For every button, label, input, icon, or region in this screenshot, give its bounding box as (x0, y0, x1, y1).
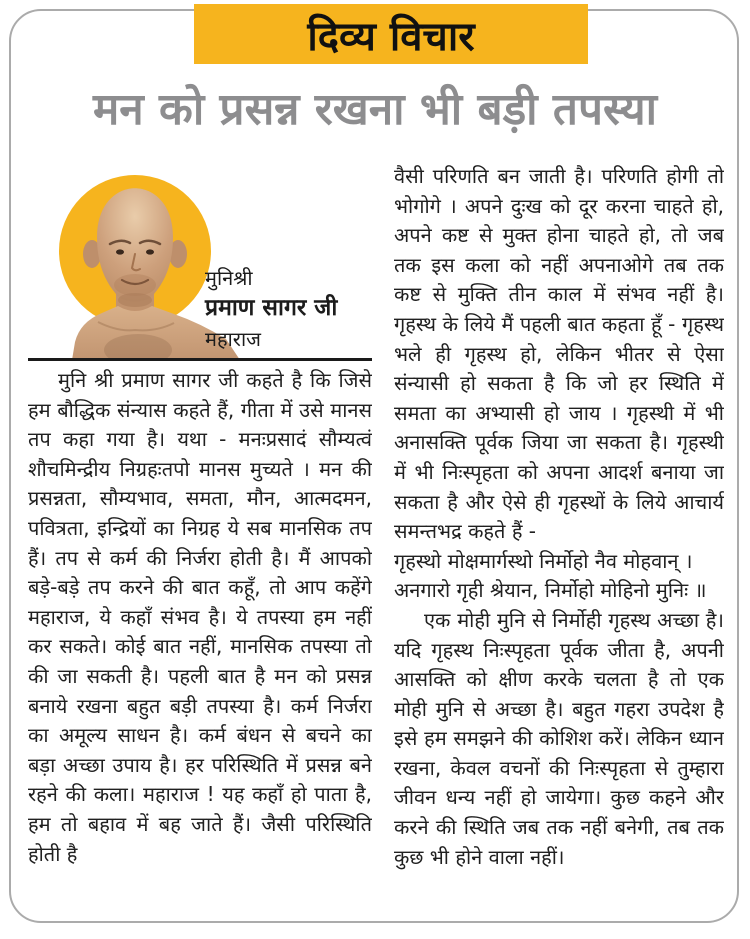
author-photo-block (28, 162, 372, 360)
author-prefix: मुनिश्री (205, 266, 253, 290)
section-banner-label: दिव्य विचार (307, 13, 475, 60)
article-headline: मन को प्रसन्न रखना भी बड़ी तपस्या (93, 84, 657, 135)
left-column-paragraph: मुनि श्री प्रमाण सागर जी कहते है कि जिसे हम बौद्धिक संन्यास कहते हैं, गीता में उसे मानस तप कहा गया है। यथा - मनःप्रसादं सौम्यत्वं शौचमिन्द्रीय निग्रहःतपो मानस मुच्यते । मन की प्रसन्नता, सौम्यभाव, समता, मौन, आत्मदमन, पवित्रता, इन्द्रियों का निग्रह ये सब मानसिक तप हैं। तप से कर्म की निर्जरा होती है। मैं आपको बड़े-बड़े तप करने की बात कहूँ, तो आप कहेंगे महाराज, ये कहाँ संभव है। ये तपस्या हम नहीं कर सकते। कोई बात नहीं, मानसिक तपस्या तो की जा सकती है। पहली बात है मन को प्रसन्न बनाये रखना बहुत बड़ी तपस्या है। कर्म निर्जरा का अमूल्य साधन है। कर्म बंधन से बचने का बड़ा अच्छा उपाय है। हर परिस्थिति में प्रसन्न बने रहने की कला। महाराज ! यह कहाँ हो पाता है, हम तो बहाव में बह जाते हैं। जैसी परिस्थिति होती है (28, 368, 372, 866)
article-right-column (394, 162, 724, 884)
verse-line-2: अनगारो गृही श्रेयान, निर्मोहो मोहिनो मुनिः ॥ (394, 578, 707, 603)
verse-line-1: गृहस्थो मोक्षमार्गस्थो निर्मोहो नैव मोहवान् । (394, 548, 693, 573)
article-left-column (28, 366, 372, 882)
caption-divider (28, 358, 372, 361)
author-suffix: महाराज (205, 327, 261, 351)
right-column-paragraph-1: वैसी परिणति बन जाती है। परिणति होगी तो भोगोगे । अपने दुःख को दूर करना चाहते हो, अपने कष्ट से मुक्त होना चाहते हो, तो जब तक इस कला को नहीं अपनाओगे तब तक कष्ट से मुक्ति तीन काल में संभव नहीं है। गृहस्थ के लिये मैं पहली बात कहता हूँ - गृहस्थ भले ही गृहस्थ हो, लेकिन भीतर से ऐसा संन्यासी हो सकता है कि जो हर स्थिति में समता का अभ्यासी हो जाय । गृहस्थी में भी अनासक्ति पूर्वक जिया जा सकता है। गृहस्थी में भी निःस्पृहता को अपना आदर्श बनाया जा सकता है और ऐसे ही गृहस्थों के लिये आचार्य समन्तभद्र कहते हैं - (394, 164, 724, 544)
author-caption (205, 268, 337, 349)
section-banner (194, 4, 588, 64)
right-column-paragraph-2: एक मोही मुनि से निर्मोही गृहस्थ अच्छा है। यदि गृहस्थ निःस्पृहता पूर्वक जीता है, अपनी आसक्ति को क्षीण करके चलता है तो एक मोही मुनि से अच्छा है। बहुत गहरा उपदेश है इसे हम समझने की कोशिश करें। लेकिन ध्यान रखना, केवल वचनों की निःस्पृहता से तुम्हारा जीवन धन्य नहीं हो जायेगा। कुछ कहने और करने की स्थिति जब तक नहीं बनेगी, तब तक कुछ भी होने वाला नहीं। (394, 607, 724, 869)
author-name: प्रमाण सागर जी (205, 295, 338, 321)
